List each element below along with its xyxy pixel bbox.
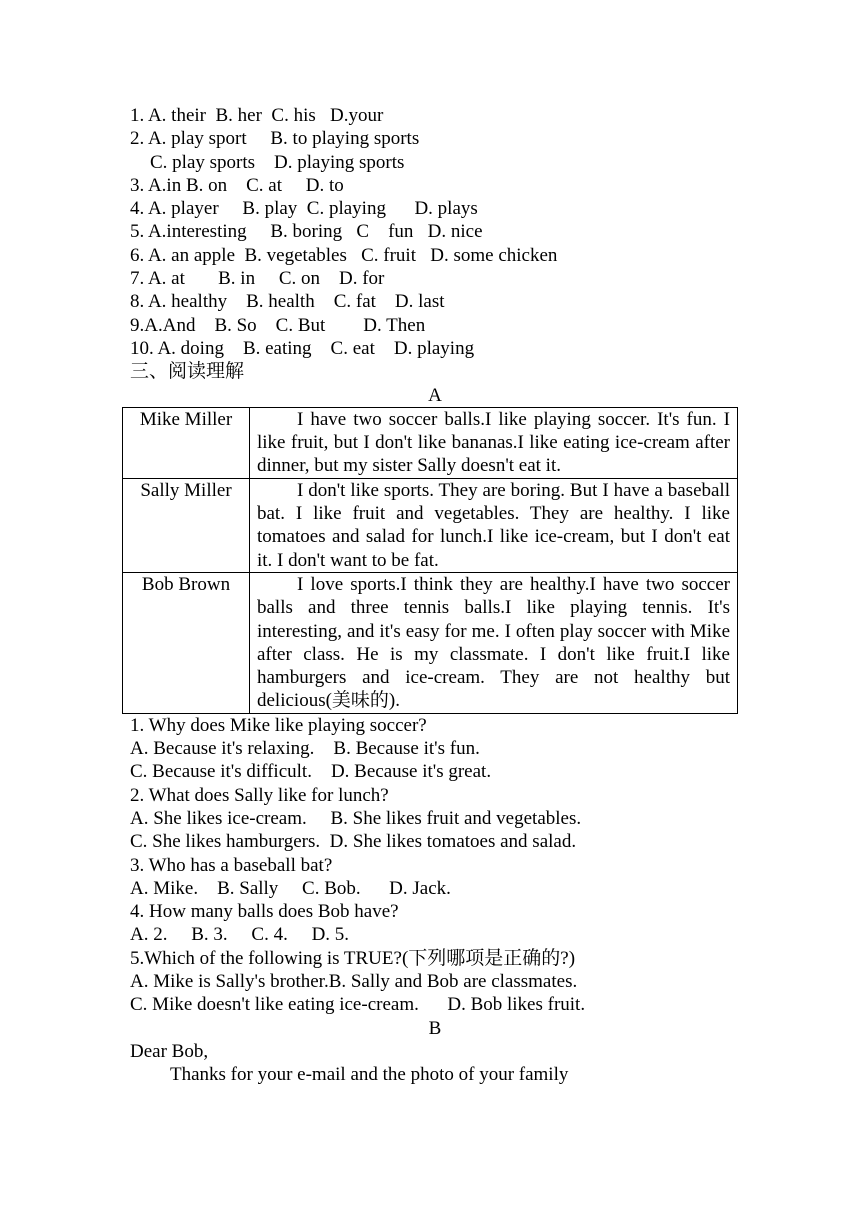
- cloze-options: [130, 104, 740, 360]
- passage-a-questions: [130, 714, 740, 1017]
- question-1: 1. Why does Mike like playing soccer?: [130, 714, 427, 736]
- table-row: [123, 478, 738, 572]
- person-name: Bob Brown: [123, 572, 250, 713]
- cloze-option-4: 4. A. player B. play C. playing D. plays: [130, 198, 478, 220]
- passage-a-label: A: [428, 384, 442, 406]
- cloze-option-6: 6. A. an apple B. vegetables C. fruit D. some chicken: [130, 244, 558, 266]
- passage-a-table: [122, 407, 738, 714]
- question-2-options-ab: A. She likes ice-cream. B. She likes fruit and vegetables.: [130, 807, 582, 829]
- cloze-option-2-continued: C. play sports D. playing sports: [150, 151, 405, 173]
- person-statement: I don't like sports. They are boring. But I have a baseball bat. I like fruit and vegetables. They are healthy. I like tomatoes and salad for lunch.I like ice-cream, but I don't eat it. I don't want to be fat.: [250, 478, 738, 572]
- cloze-option-3: 3. A.in B. on C. at D. to: [130, 174, 344, 196]
- letter-first-line: Thanks for your e-mail and the photo of your family: [170, 1064, 569, 1086]
- question-2: 2. What does Sally like for lunch?: [130, 784, 389, 806]
- question-2-options-cd: C. She likes hamburgers. D. She likes tomatoes and salad.: [130, 831, 577, 853]
- table-row: [123, 572, 738, 713]
- person-statement: I love sports.I think they are healthy.I have two soccer balls and three tennis balls.I like playing tennis. It's interesting, and it's easy for me. I often play soccer with Mike after class. He is my classmate. I don't like fruit.I like hamburgers and ice-cream. They are not healthy but delicious(美味的).: [250, 572, 738, 713]
- question-1-options-ab: A. Because it's relaxing. B. Because it's fun.: [130, 738, 480, 760]
- question-1-options-cd: C. Because it's difficult. D. Because it's great.: [130, 761, 492, 783]
- question-4: 4. How many balls does Bob have?: [130, 901, 399, 923]
- cloze-option-9: 9.A.And B. So C. But D. Then: [130, 314, 426, 336]
- section-heading: 三、阅读理解: [130, 361, 245, 383]
- cloze-option-8: 8. A. healthy B. health C. fat D. last: [130, 291, 445, 313]
- cloze-option-7: 7. A. at B. in C. on D. for: [130, 268, 385, 290]
- table-row: [123, 407, 738, 478]
- question-5-options-ab: A. Mike is Sally's brother.B. Sally and Bob are classmates.: [130, 970, 578, 992]
- person-statement: I have two soccer balls.I like playing soccer. It's fun. I like fruit, but I don't like bananas.I like eating ice-cream after dinner, but my sister Sally doesn't eat it.: [250, 407, 738, 478]
- person-name: Mike Miller: [123, 407, 250, 478]
- passage-b-label: B: [428, 1017, 442, 1039]
- letter-salutation: Dear Bob,: [130, 1040, 209, 1062]
- question-4-options: A. 2. B. 3. C. 4. D. 5.: [130, 924, 350, 946]
- question-5: 5.Which of the following is TRUE?(下列哪项是正确的?): [130, 947, 576, 969]
- person-name: Sally Miller: [123, 478, 250, 572]
- worksheet-content: [130, 104, 740, 1086]
- cloze-option-5: 5. A.interesting B. boring C fun D. nice: [130, 221, 483, 243]
- question-3-options: A. Mike. B. Sally C. Bob. D. Jack.: [130, 877, 451, 899]
- cloze-option-10: 10. A. doing B. eating C. eat D. playing: [130, 337, 475, 359]
- cloze-option-1: 1. A. their B. her C. his D.your: [130, 105, 384, 126]
- cloze-option-2: 2. A. play sport B. to playing sports: [130, 128, 420, 150]
- question-3: 3. Who has a baseball bat?: [130, 854, 333, 876]
- question-5-options-cd: C. Mike doesn't like eating ice-cream. D. Bob likes fruit.: [130, 994, 586, 1016]
